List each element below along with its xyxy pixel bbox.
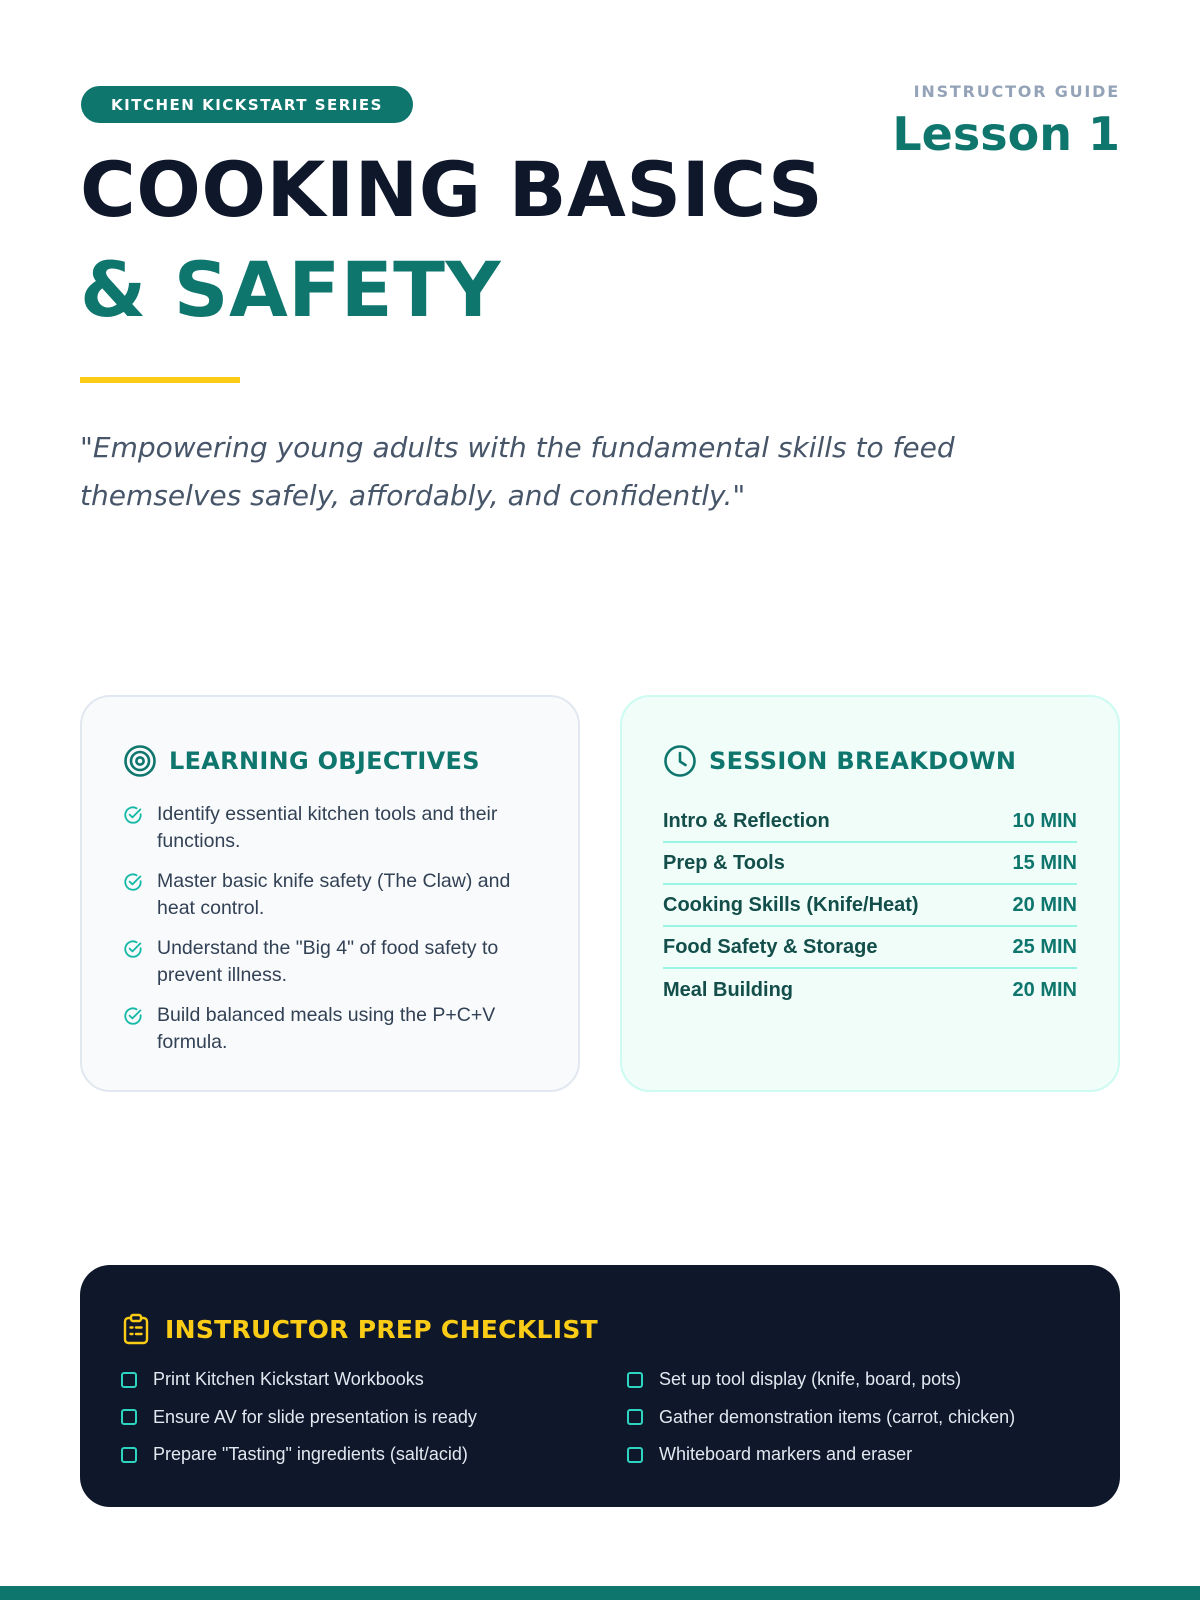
checkbox[interactable]	[627, 1372, 643, 1388]
check-circle-icon	[123, 805, 143, 825]
checkbox[interactable]	[121, 1447, 137, 1463]
checklist-item[interactable]	[121, 1436, 627, 1474]
mission-quote: "Empowering young adults with the fundamental skills to feed themselves safely, affordably, and confidently."	[80, 431, 955, 512]
table-row	[663, 801, 1077, 843]
checklist-label: Set up tool display (knife, board, pots)	[659, 1369, 962, 1390]
checklist-label: Ensure AV for slide presentation is ready	[153, 1406, 477, 1427]
title-divider	[80, 377, 240, 383]
session-time: 10 MIN	[1012, 809, 1077, 832]
session-title: SESSION BREAKDOWN	[709, 747, 1017, 775]
checklist-item[interactable]	[627, 1436, 1067, 1474]
target-icon	[123, 744, 157, 778]
instructor-prep-checklist	[80, 1265, 1120, 1507]
title-line-1: COOKING BASICS	[80, 145, 824, 234]
list-item	[123, 935, 537, 988]
footer-bar	[0, 1586, 1200, 1600]
checklist-item[interactable]	[627, 1361, 1067, 1399]
checklist-item[interactable]	[121, 1361, 627, 1399]
objective-text: Master basic knife safety (The Claw) and heat control.	[157, 870, 511, 919]
checklist-label: Gather demonstration items (carrot, chicken)	[659, 1406, 1016, 1427]
check-circle-icon	[123, 1006, 143, 1026]
checkbox[interactable]	[121, 1372, 137, 1388]
check-circle-icon	[123, 872, 143, 892]
objectives-title: LEARNING OBJECTIVES	[169, 747, 480, 775]
session-time: 25 MIN	[1012, 935, 1077, 958]
session-name: Prep & Tools	[663, 851, 785, 874]
table-row	[663, 843, 1077, 885]
list-item	[123, 868, 537, 921]
objectives-header	[123, 739, 537, 783]
objective-text: Build balanced meals using the P+C+V formula.	[157, 1004, 496, 1053]
list-item	[123, 1002, 537, 1055]
session-name: Food Safety & Storage	[663, 935, 878, 958]
lesson-number: Lesson 1	[892, 107, 1120, 161]
checkbox[interactable]	[627, 1409, 643, 1425]
session-time: 20 MIN	[1012, 978, 1077, 1001]
checkbox[interactable]	[121, 1409, 137, 1425]
checklist-title: INSTRUCTOR PREP CHECKLIST	[165, 1314, 598, 1344]
checklist-label: Prepare "Tasting" ingredients (salt/acid)	[153, 1444, 468, 1465]
checklist-label: Whiteboard markers and eraser	[659, 1444, 913, 1465]
checklist-item[interactable]	[121, 1399, 627, 1437]
session-name: Intro & Reflection	[663, 809, 830, 832]
check-circle-icon	[123, 939, 143, 959]
table-row	[663, 969, 1077, 1011]
session-name: Cooking Skills (Knife/Heat)	[663, 893, 919, 916]
session-header	[663, 739, 1077, 783]
list-item	[123, 801, 537, 854]
session-time: 15 MIN	[1012, 851, 1077, 874]
series-badge: KITCHEN KICKSTART SERIES	[81, 86, 413, 123]
table-row	[663, 885, 1077, 927]
guide-label: INSTRUCTOR GUIDE	[913, 82, 1120, 101]
objective-text: Identify essential kitchen tools and their functions.	[157, 803, 498, 852]
objectives-list	[123, 801, 537, 1055]
objective-text: Understand the "Big 4" of food safety to prevent illness.	[157, 937, 499, 986]
checklist-label: Print Kitchen Kickstart Workbooks	[153, 1369, 424, 1390]
page-title	[80, 140, 823, 340]
session-time: 20 MIN	[1012, 893, 1077, 916]
table-row	[663, 927, 1077, 969]
session-breakdown-card	[620, 695, 1120, 1092]
session-name: Meal Building	[663, 978, 793, 1001]
checklist-item[interactable]	[627, 1399, 1067, 1437]
title-line-2: & SAFETY	[80, 245, 501, 334]
checklist-header	[121, 1307, 1079, 1351]
lesson-info	[892, 80, 1120, 164]
checkbox[interactable]	[627, 1447, 643, 1463]
learning-objectives-card	[80, 695, 580, 1092]
session-table	[663, 801, 1077, 1011]
clipboard-icon	[121, 1313, 151, 1345]
checklist-items	[121, 1361, 1079, 1474]
clock-icon	[663, 744, 697, 778]
